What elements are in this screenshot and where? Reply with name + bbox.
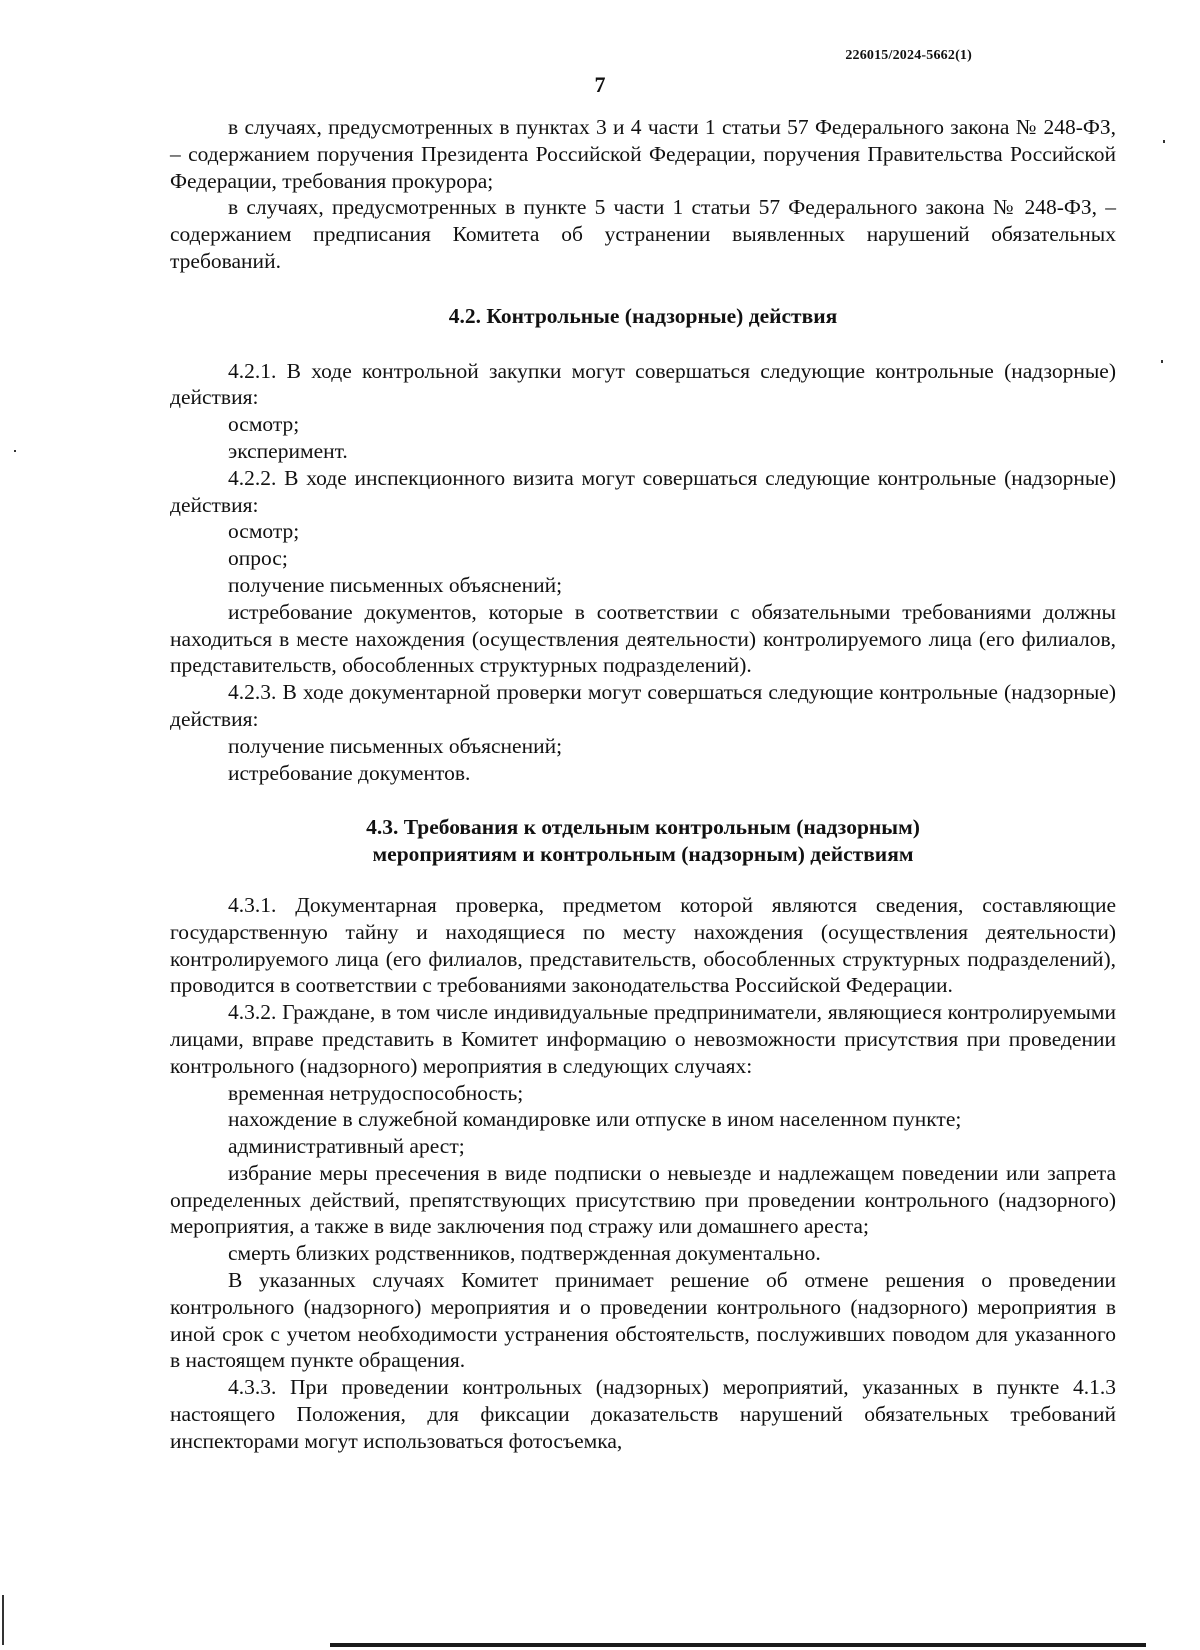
paragraph: смерть близких родственников, подтвержденная документально. bbox=[228, 1241, 821, 1266]
list-item: истребование документов. bbox=[228, 760, 471, 785]
page-number: 7 bbox=[594, 72, 606, 97]
scan-artifact bbox=[14, 450, 16, 452]
scan-artifact bbox=[1161, 360, 1163, 363]
list-item: административный арест; bbox=[228, 1134, 465, 1159]
paragraph: истребование документов, которые в соответствии с обязательными требованиями должны находиться в месте нахождения (осуществления деятельности) контролируемого лица (его филиалов, представительств, обособленных структурных подразделений). bbox=[170, 599, 1116, 678]
list-item: осмотр; bbox=[228, 412, 300, 437]
paragraph-4-2-2: 4.2.2. В ходе инспекционного визита могут совершаться следующие контрольные (надзорные) действия: bbox=[170, 465, 1116, 517]
section-heading-4-3: 4.3. Требования к отдельным контрольным (надзорным) bbox=[366, 815, 920, 840]
paragraph-4-3-3: 4.3.3. При проведении контрольных (надзорных) мероприятий, указанных в пункте 4.1.3 настоящего Положения, для фиксации доказательств нарушений обязательных требований инспекторами могут использоваться фотосъемка, bbox=[170, 1375, 1116, 1453]
paragraph-4-2-1: 4.2.1. В ходе контрольной закупки могут совершаться следующие контрольные (надзорные) действия: bbox=[170, 358, 1116, 410]
document-body bbox=[170, 114, 1116, 1455]
paragraph: В указанных случаях Комитет принимает решение об отмене решения о проведении контрольного (надзорного) мероприятия и о проведении контрольного (надзорного) мероприятия в иной срок с учетом необходимости устранения обстоятельств, послуживших поводом для указанного в настоящем пункте обращения. bbox=[170, 1268, 1116, 1373]
scan-artifact bbox=[2, 1595, 4, 1645]
section-heading-4-2: 4.2. Контрольные (надзорные) действия bbox=[448, 303, 838, 328]
list-item: нахождение в служебной командировке или отпуске в ином населенном пункте; bbox=[228, 1107, 962, 1132]
scan-artifact bbox=[1163, 140, 1165, 143]
paragraph-4-3-1: 4.3.1. Документарная проверка, предметом которой являются сведения, составляющие государственную тайну и находящиеся по месту нахождения (осуществления деятельности) контролируемого лица (его филиалов, представительств, обособленных структурных подразделений), проводится в соответствии с требованиями законодательства Российской Федерации. bbox=[170, 892, 1116, 998]
document-registration-number: 226015/2024-5662(1) bbox=[845, 48, 972, 63]
paragraph: в случаях, предусмотренных в пункте 5 части 1 статьи 57 Федерального закона № 248-ФЗ, – содержанием предписания Комитета об устранении выявленных нарушений обязательных требований. bbox=[170, 195, 1116, 273]
list-item: осмотр; bbox=[228, 519, 300, 544]
scan-bottom-rule bbox=[330, 1643, 1146, 1647]
paragraph: избрание меры пресечения в виде подписки о невыезде и надлежащем поведении или запрета определенных действий, препятствующих присутствию при проведении контрольного (надзорного) мероприятия, а также в виде заключения под стражу или домашнего ареста; bbox=[170, 1160, 1116, 1239]
list-item: эксперимент. bbox=[228, 438, 348, 463]
paragraph: в случаях, предусмотренных в пунктах 3 и 4 части 1 статьи 57 Федерального закона № 248-ФЗ, – содержанием поручения Президента Российской Федерации, поручения Правительства Российской Федерации, требования прокурора; bbox=[170, 115, 1116, 193]
paragraph-4-2-3: 4.2.3. В ходе документарной проверки могут совершаться следующие контрольные (надзорные) действия: bbox=[170, 680, 1116, 731]
paragraph-4-3-2: 4.3.2. Граждане, в том числе индивидуальные предприниматели, являющиеся контролируемыми лицами, вправе представить в Комитет информацию о невозможности присутствия при проведении контрольного (надзорного) мероприятия в следующих случаях: bbox=[170, 1000, 1116, 1078]
list-item: опрос; bbox=[228, 546, 288, 571]
section-heading-4-3-line-2: мероприятиям и контрольным (надзорным) действиям bbox=[372, 842, 914, 867]
list-item: получение письменных объяснений; bbox=[228, 572, 563, 597]
list-item: временная нетрудоспособность; bbox=[228, 1080, 524, 1105]
list-item: получение письменных объяснений; bbox=[228, 733, 563, 758]
